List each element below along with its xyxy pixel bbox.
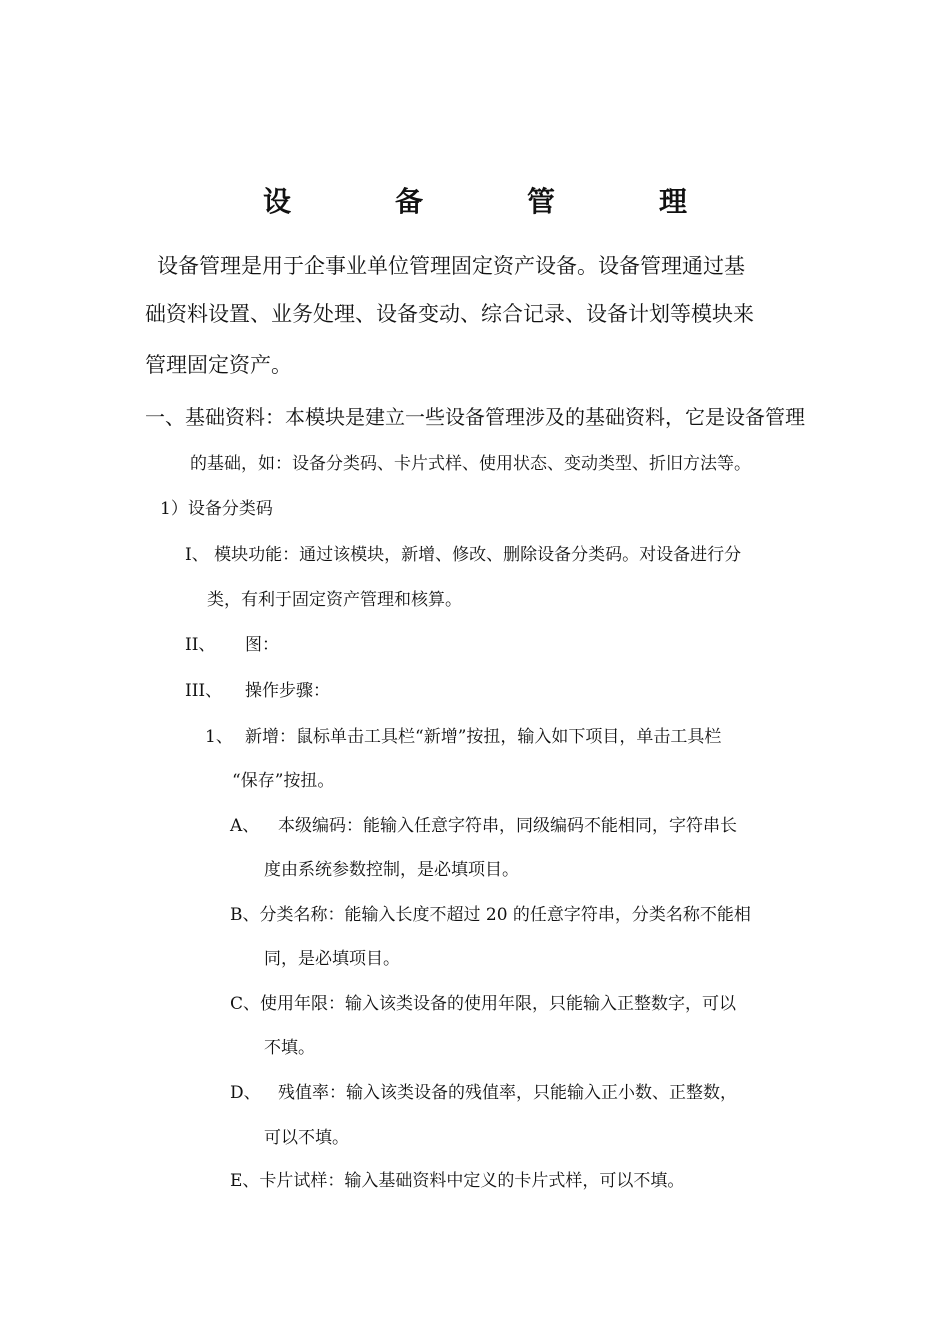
item-C-line-2: 不填。 — [264, 1038, 315, 1058]
intro-line-2: 础资料设置、业务处理、设备变动、综合记录、设备计划等模块来 — [145, 302, 754, 326]
intro-line-1: 设备管理是用于企事业单位管理固定资产设备。设备管理通过基 — [157, 254, 745, 278]
section-1-line-2: 的基础，如：设备分类码、卡片式样、使用状态、变动类型、折旧方法等。 — [190, 454, 751, 474]
step-1-line-1: 新增：鼠标单击工具栏“新增”按扭，输入如下项目，单击工具栏 — [245, 727, 722, 747]
item-D-number: D、 — [230, 1083, 261, 1103]
item-C-line-1: C、使用年限：输入该类设备的使用年限，只能输入正整数字，可以 — [230, 994, 737, 1014]
item-III-number: III、 — [185, 681, 223, 701]
item-I-line-1: I、 模块功能：通过该模块，新增、修改、删除设备分类码。对设备进行分 — [185, 545, 742, 565]
item-D-line-2: 可以不填。 — [264, 1128, 349, 1148]
section-1-heading: 一、基础资料：本模块是建立一些设备管理涉及的基础资料，它是设备管理 — [145, 405, 805, 429]
item-A-number: A、 — [230, 816, 260, 836]
item-D-line-1: 残值率：输入该类设备的残值率，只能输入正小数、正整数， — [278, 1083, 737, 1103]
step-1-number: 1、 — [205, 727, 233, 747]
item-A-line-1: 本级编码：能输入任意字符串，同级编码不能相同，字符串长 — [278, 816, 737, 836]
item-II-text: 图： — [245, 635, 279, 655]
item-E-line-1: E、卡片试样：输入基础资料中定义的卡片式样，可以不填。 — [230, 1171, 685, 1191]
item-III-text: 操作步骤： — [245, 681, 330, 701]
item-B-line-2: 同，是必填项目。 — [264, 949, 400, 969]
item-I-line-2: 类，有利于固定资产管理和核算。 — [207, 590, 462, 610]
step-1-line-2: “保存”按扭。 — [232, 771, 335, 791]
item-A-line-2: 度由系统参数控制，是必填项目。 — [264, 860, 519, 880]
page-title: 设 备 管 理 — [262, 185, 725, 218]
intro-line-3: 管理固定资产。 — [145, 353, 292, 377]
item-II-number: II、 — [185, 635, 216, 655]
item-B-line-1: B、分类名称：能输入长度不超过 20 的任意字符串，分类名称不能相 — [230, 905, 751, 925]
subsection-heading: 1）设备分类码 — [160, 499, 273, 519]
